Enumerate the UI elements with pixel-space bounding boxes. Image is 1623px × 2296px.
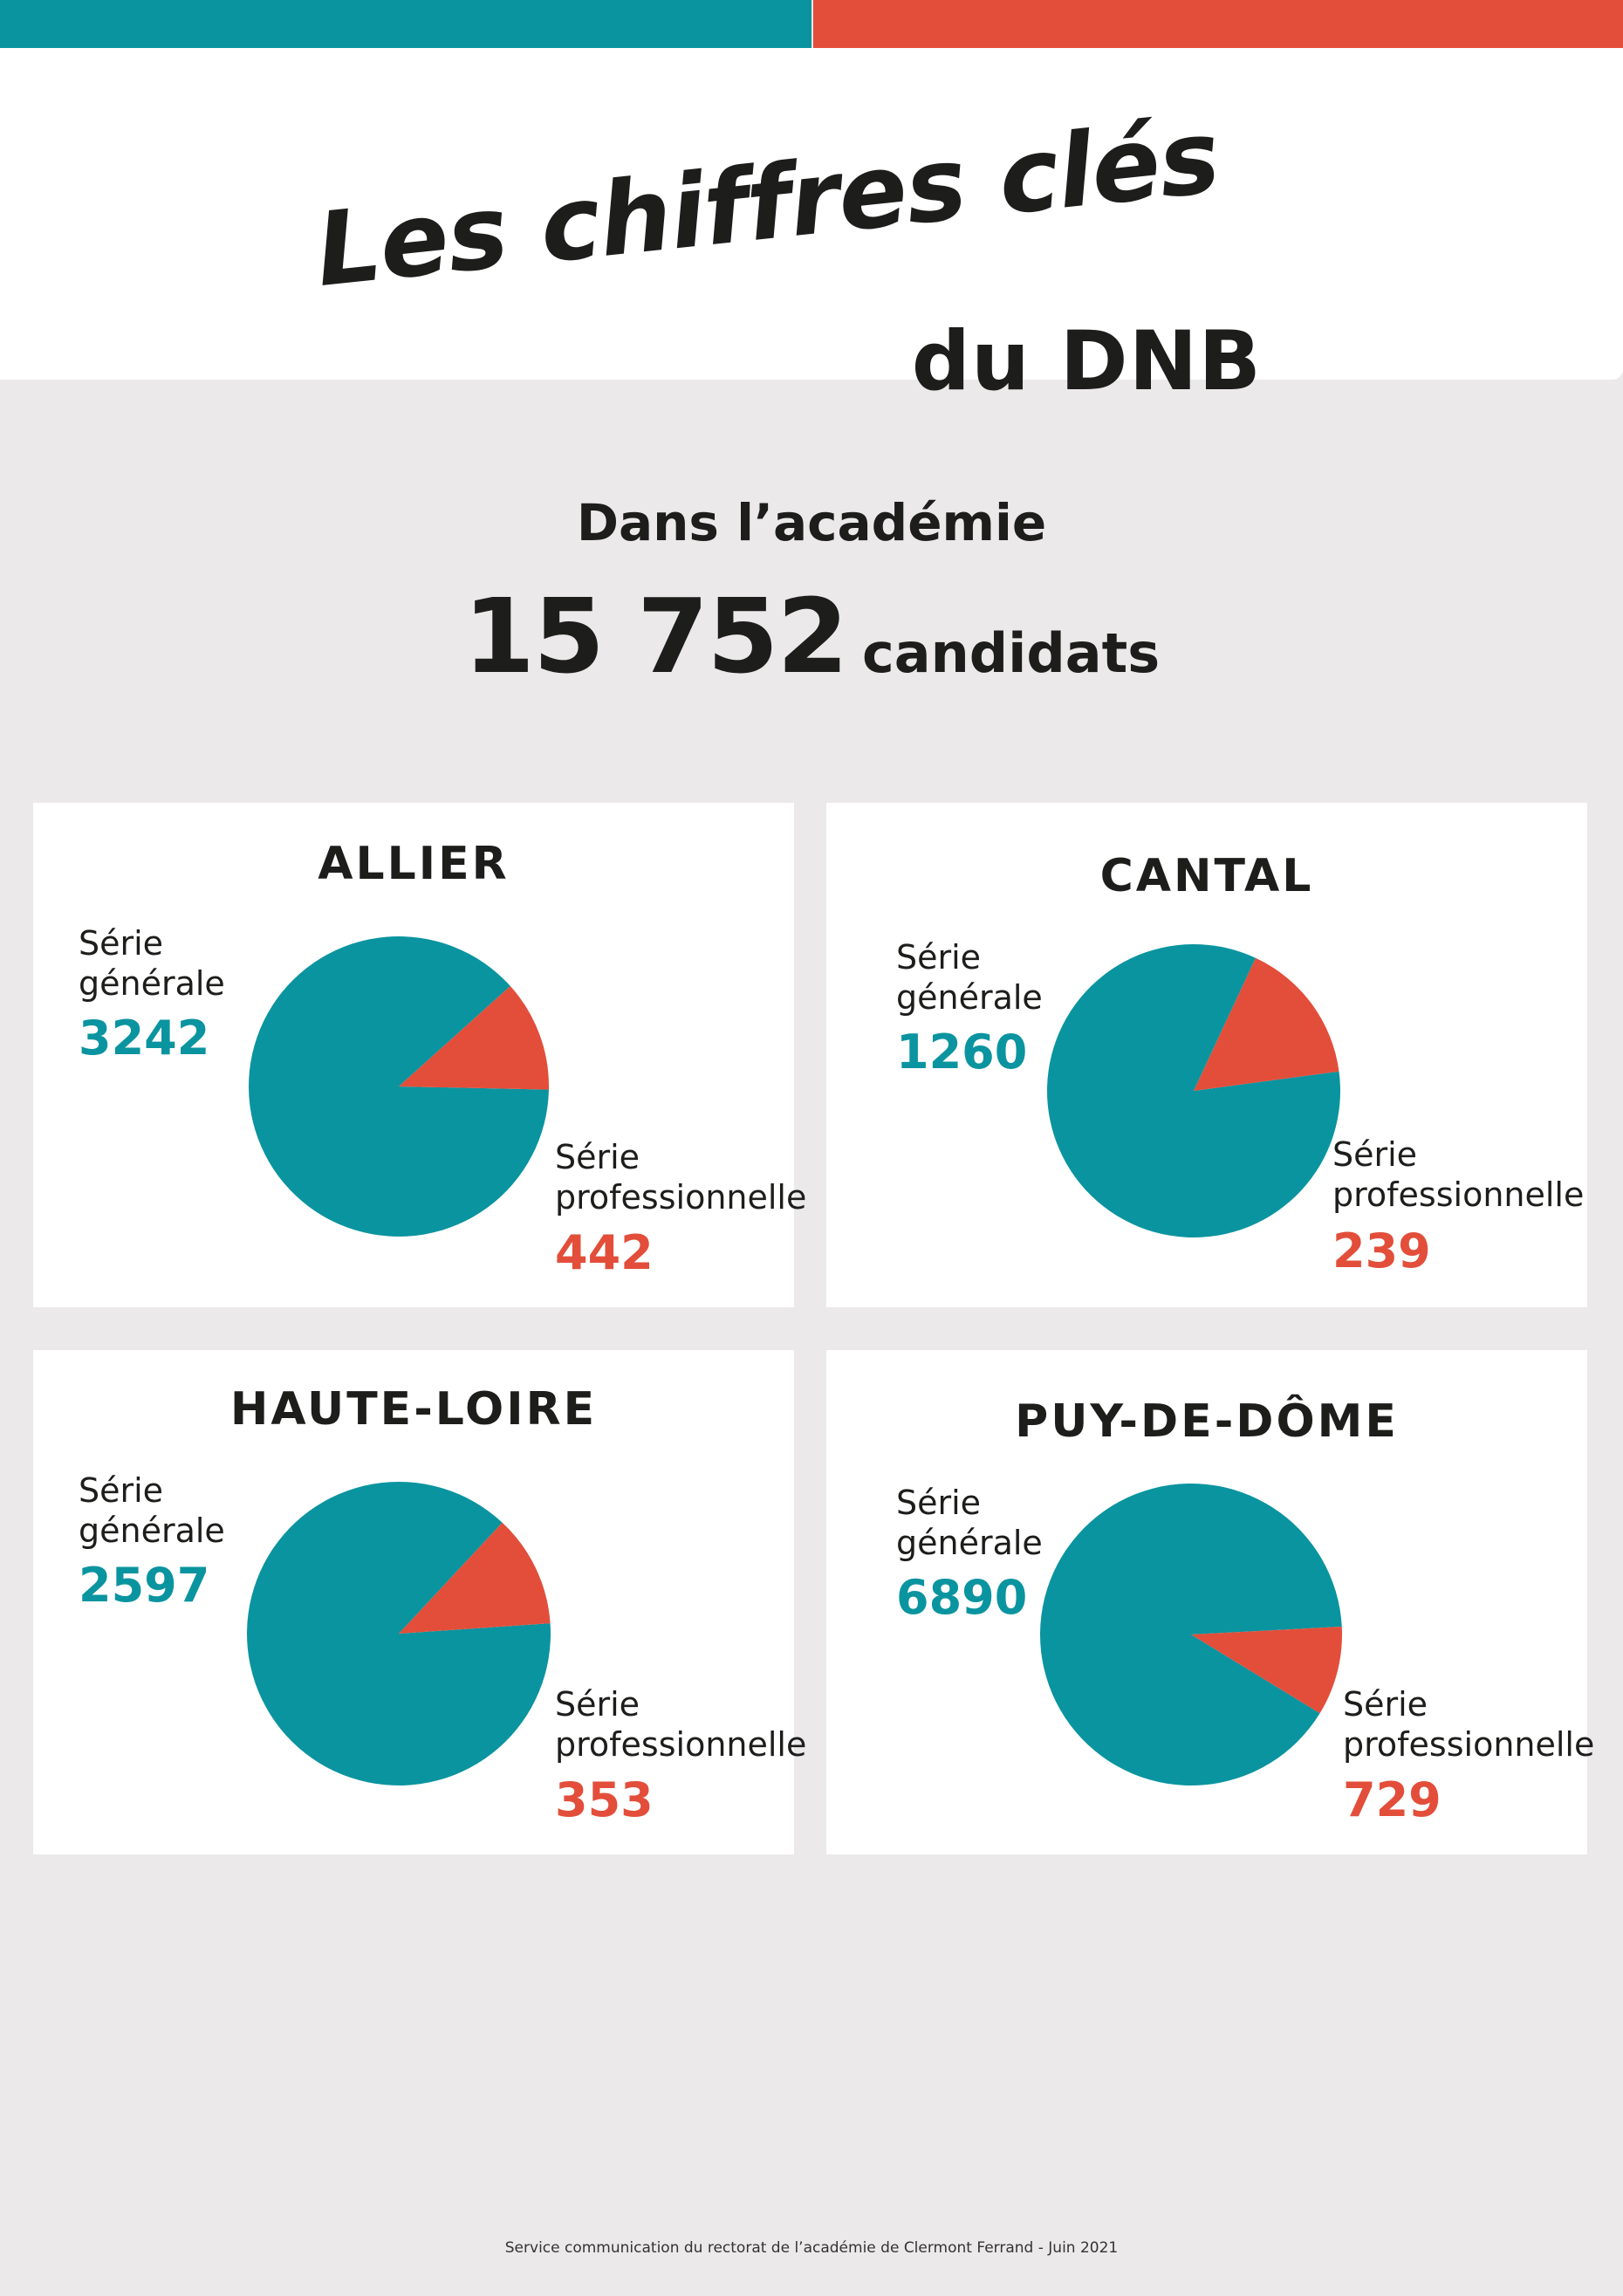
chart-title: CANTAL (1099, 850, 1314, 902)
pro-value: 239 (1332, 1223, 1431, 1278)
pro-label-line2: professionnelle (555, 1725, 807, 1764)
pro-label-line1: Série (555, 1685, 640, 1724)
chart-card-cantal (826, 803, 1587, 1307)
top-bar-red (813, 0, 1623, 48)
general-label (79, 1470, 225, 1551)
pro-label (1343, 1684, 1594, 1765)
general-label-line1: Série (896, 1484, 982, 1522)
title-line1: Les chiffres clés (310, 98, 1224, 310)
general-value: 6890 (896, 1570, 1028, 1625)
pie-chart (1040, 1484, 1342, 1785)
general-label-line2: générale (79, 1511, 225, 1550)
chart-card-puy-de-dome (826, 1350, 1595, 1854)
pro-label (555, 1137, 806, 1217)
general-label (896, 937, 1043, 1018)
chart-card-haute-loire (33, 1350, 807, 1854)
general-label-line1: Série (896, 938, 982, 977)
total-number: 15 752 (462, 576, 847, 696)
header-panel (0, 48, 1623, 409)
pro-value: 442 (555, 1225, 654, 1280)
general-label-line2: générale (896, 978, 1043, 1017)
chart-title: PUY-DE-DÔME (1015, 1395, 1399, 1448)
pro-label-line1: Série (1332, 1135, 1418, 1174)
general-label-line1: Série (79, 924, 164, 963)
pro-label-line2: professionnelle (1332, 1175, 1585, 1214)
pro-label-line1: Série (555, 1138, 640, 1176)
pro-value: 353 (555, 1772, 654, 1827)
general-label-line1: Série (79, 1471, 164, 1510)
general-value: 2597 (79, 1558, 210, 1613)
chart-card-allier (33, 803, 807, 1307)
general-label (79, 923, 225, 1004)
general-value: 3242 (79, 1011, 210, 1066)
intro-line: Dans l’académie (576, 493, 1047, 552)
title-line2: du DNB (911, 314, 1262, 409)
pie-chart (247, 1482, 551, 1785)
pro-label (1332, 1134, 1584, 1215)
pro-label-line2: professionnelle (555, 1178, 807, 1217)
pro-label-line1: Série (1343, 1685, 1428, 1724)
general-label-line2: générale (79, 964, 225, 1003)
pie-chart (249, 936, 549, 1237)
total-candidates (0, 576, 1623, 696)
chart-title: ALLIER (318, 838, 510, 890)
general-value: 1260 (896, 1025, 1028, 1079)
general-label (896, 1483, 1043, 1563)
footer-credit: Service communication du rectorat de l’académie de Clermont Ferrand - Juin 2021 (504, 2239, 1119, 2257)
pro-label-line2: professionnelle (1343, 1725, 1595, 1764)
chart-title: HAUTE-LOIRE (229, 1383, 598, 1436)
total-unit: candidats (862, 621, 1161, 685)
general-label-line2: générale (896, 1524, 1043, 1562)
top-bar-teal (0, 0, 812, 48)
pro-value: 729 (1343, 1772, 1442, 1827)
pro-label (555, 1684, 806, 1765)
pie-chart (1047, 944, 1340, 1237)
